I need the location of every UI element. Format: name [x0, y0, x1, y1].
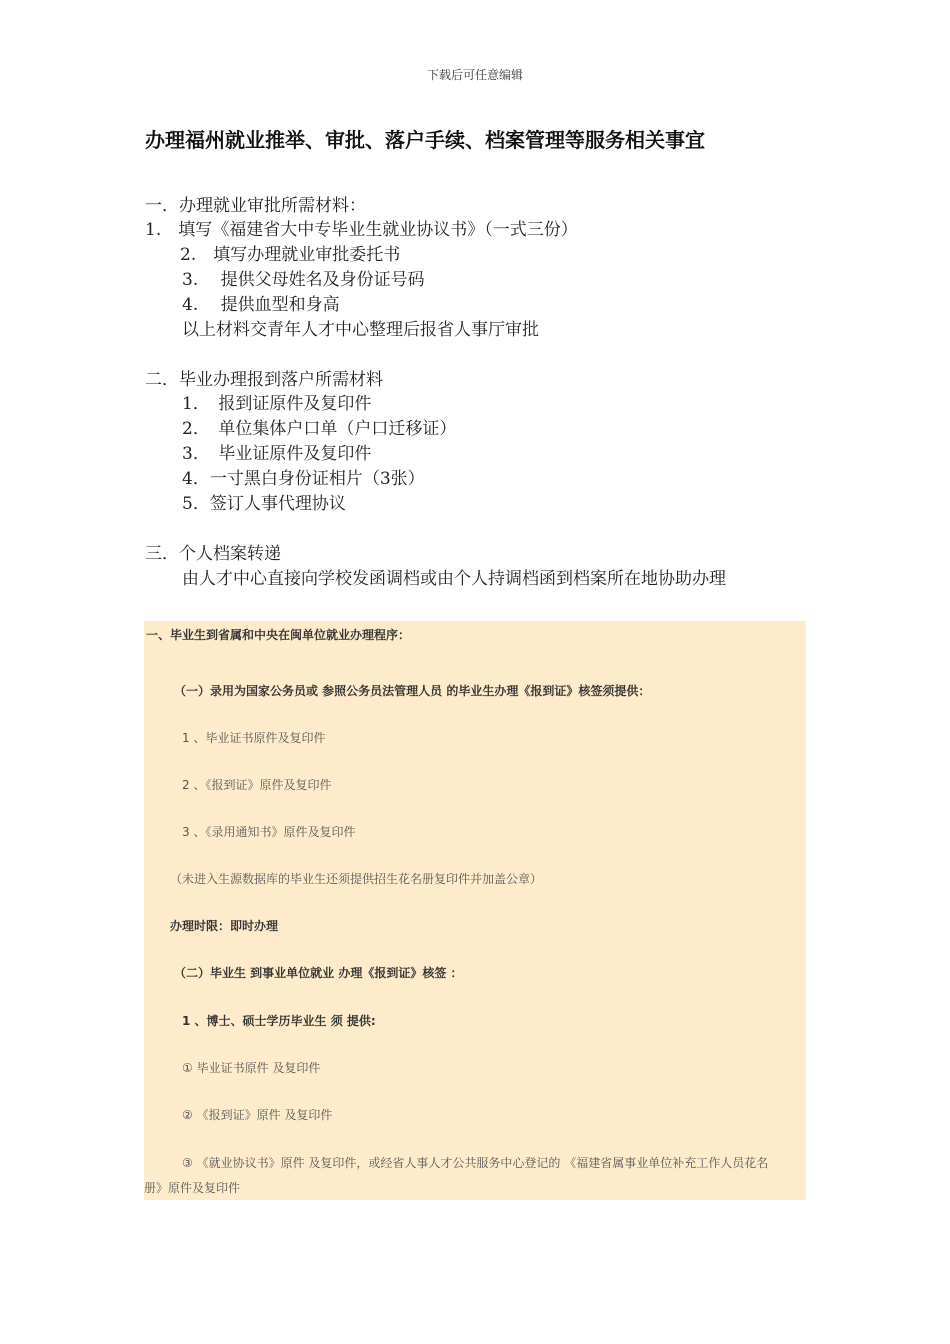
section1-item-3: 3. 提供父母姓名及身份证号码	[182, 270, 425, 290]
section2-item-2: 2． 单位集体户口单（户口迁移证）	[182, 419, 457, 439]
panel-heading: 一、毕业生到省属和中央在闽单位就业办理程序：	[146, 628, 411, 642]
section1-heading: 一．办理就业审批所需材料：	[145, 196, 366, 216]
section2-item-4: 4．一寸黑白身份证相片（3张）	[182, 469, 425, 489]
panel-sub2-item-3-line2: 册》原件及复印件	[144, 1181, 241, 1195]
section1-item-2: 2. 填写办理就业审批委托书	[180, 245, 401, 265]
panel-sub1-item-3: 3 、《录用通知书》原件及复印件	[182, 825, 356, 839]
panel-sub2-item-2: ② 《报到证》原件 及复印件	[182, 1108, 333, 1122]
section3-text: 由人才中心直接向学校发函调档或由个人持调档函到档案所在地协助办理	[182, 569, 726, 589]
panel-sub2-item-1: ① 毕业证书原件 及复印件	[182, 1061, 321, 1075]
procedure-panel	[144, 621, 806, 1200]
section1-item-4: 4. 提供血型和身高	[182, 295, 340, 315]
page-header: 下载后可任意编辑	[426, 68, 523, 82]
panel-sub2-heading: （二）毕业生 到事业单位就业 办理《报到证》核签 ：	[174, 966, 463, 980]
panel-sub2-1-heading: 1 、博士、硕士学历毕业生 须 提供:	[182, 1014, 376, 1028]
section1-item-1: 1. 填写《福建省大中专毕业生就业协议书》（一式三份）	[145, 220, 578, 240]
panel-sub1-item-2: 2 、《报到证》原件及复印件	[182, 778, 332, 792]
panel-time-limit: 办理时限：即时办理	[170, 919, 279, 933]
section2-item-3: 3． 毕业证原件及复印件	[182, 444, 372, 464]
section1-note: 以上材料交青年人才中心整理后报省人事厅审批	[182, 320, 539, 340]
panel-sub1-heading: （一）录用为国家公务员或 参照公务员法管理人员 的毕业生办理《报到证》核签须提供：	[174, 684, 651, 698]
panel-sub1-note: （未进入生源数据库的毕业生还须提供招生花名册复印件并加盖公章）	[170, 872, 543, 886]
section2-heading: 二．毕业办理报到落户所需材料	[145, 370, 383, 390]
section2-item-1: 1． 报到证原件及复印件	[182, 394, 372, 414]
document-title: 办理福州就业推举、审批、落户手续、档案管理等服务相关事宜	[145, 128, 705, 152]
panel-sub2-item-3-line1: ③ 《就业协议书》原件 及复印件，或经省人事人才公共服务中心登记的 《福建省属事业单位补充工作人员花名	[182, 1156, 769, 1170]
section2-item-5: 5．签订人事代理协议	[182, 494, 346, 514]
section3-heading: 三．个人档案转递	[145, 544, 281, 564]
panel-sub1-item-1: 1 、毕业证书原件及复印件	[182, 731, 326, 745]
